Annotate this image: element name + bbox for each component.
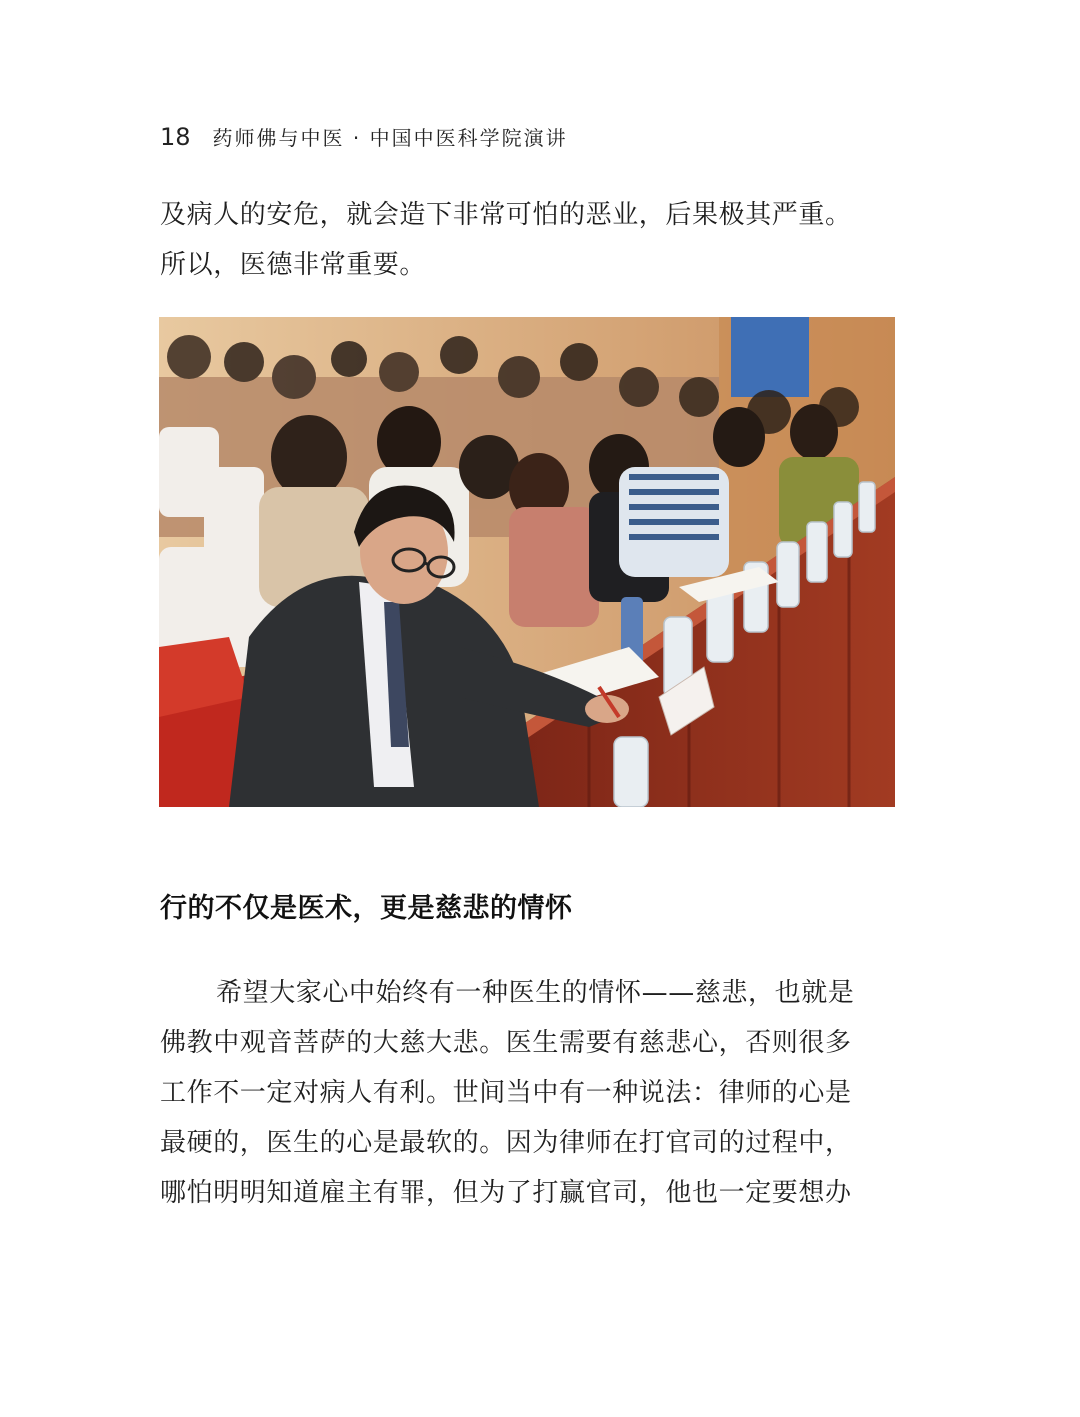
text-line: 及病人的安危，就会造下非常可怕的恶业，后果极其严重。 — [160, 200, 852, 230]
text-line: 希望大家心中始终有一种医生的情怀——慈悲，也就是 — [216, 978, 855, 1008]
text-line: 哪怕明明知道雇主有罪，但为了打赢官司，他也一定要想办 — [160, 1178, 852, 1208]
intro-paragraph — [160, 190, 900, 290]
text-line: 最硬的，医生的心是最软的。因为律师在打官司的过程中， — [160, 1128, 852, 1158]
text-line: 佛教中观音菩萨的大慈大悲。医生需要有慈悲心，否则很多 — [160, 1028, 852, 1058]
page-number: 18 — [160, 123, 191, 151]
running-header — [160, 122, 568, 151]
book-title: 药师佛与中医 · 中国中医科学院演讲 — [212, 126, 568, 150]
photo-illustration — [159, 317, 895, 807]
audience-photo — [159, 317, 895, 807]
text-line: 所以，医德非常重要。 — [160, 250, 427, 280]
text-line: 工作不一定对病人有利。世间当中有一种说法：律师的心是 — [160, 1078, 852, 1108]
section-heading: 行的不仅是医术，更是慈悲的情怀 — [160, 893, 573, 924]
section-paragraph — [160, 968, 900, 1218]
